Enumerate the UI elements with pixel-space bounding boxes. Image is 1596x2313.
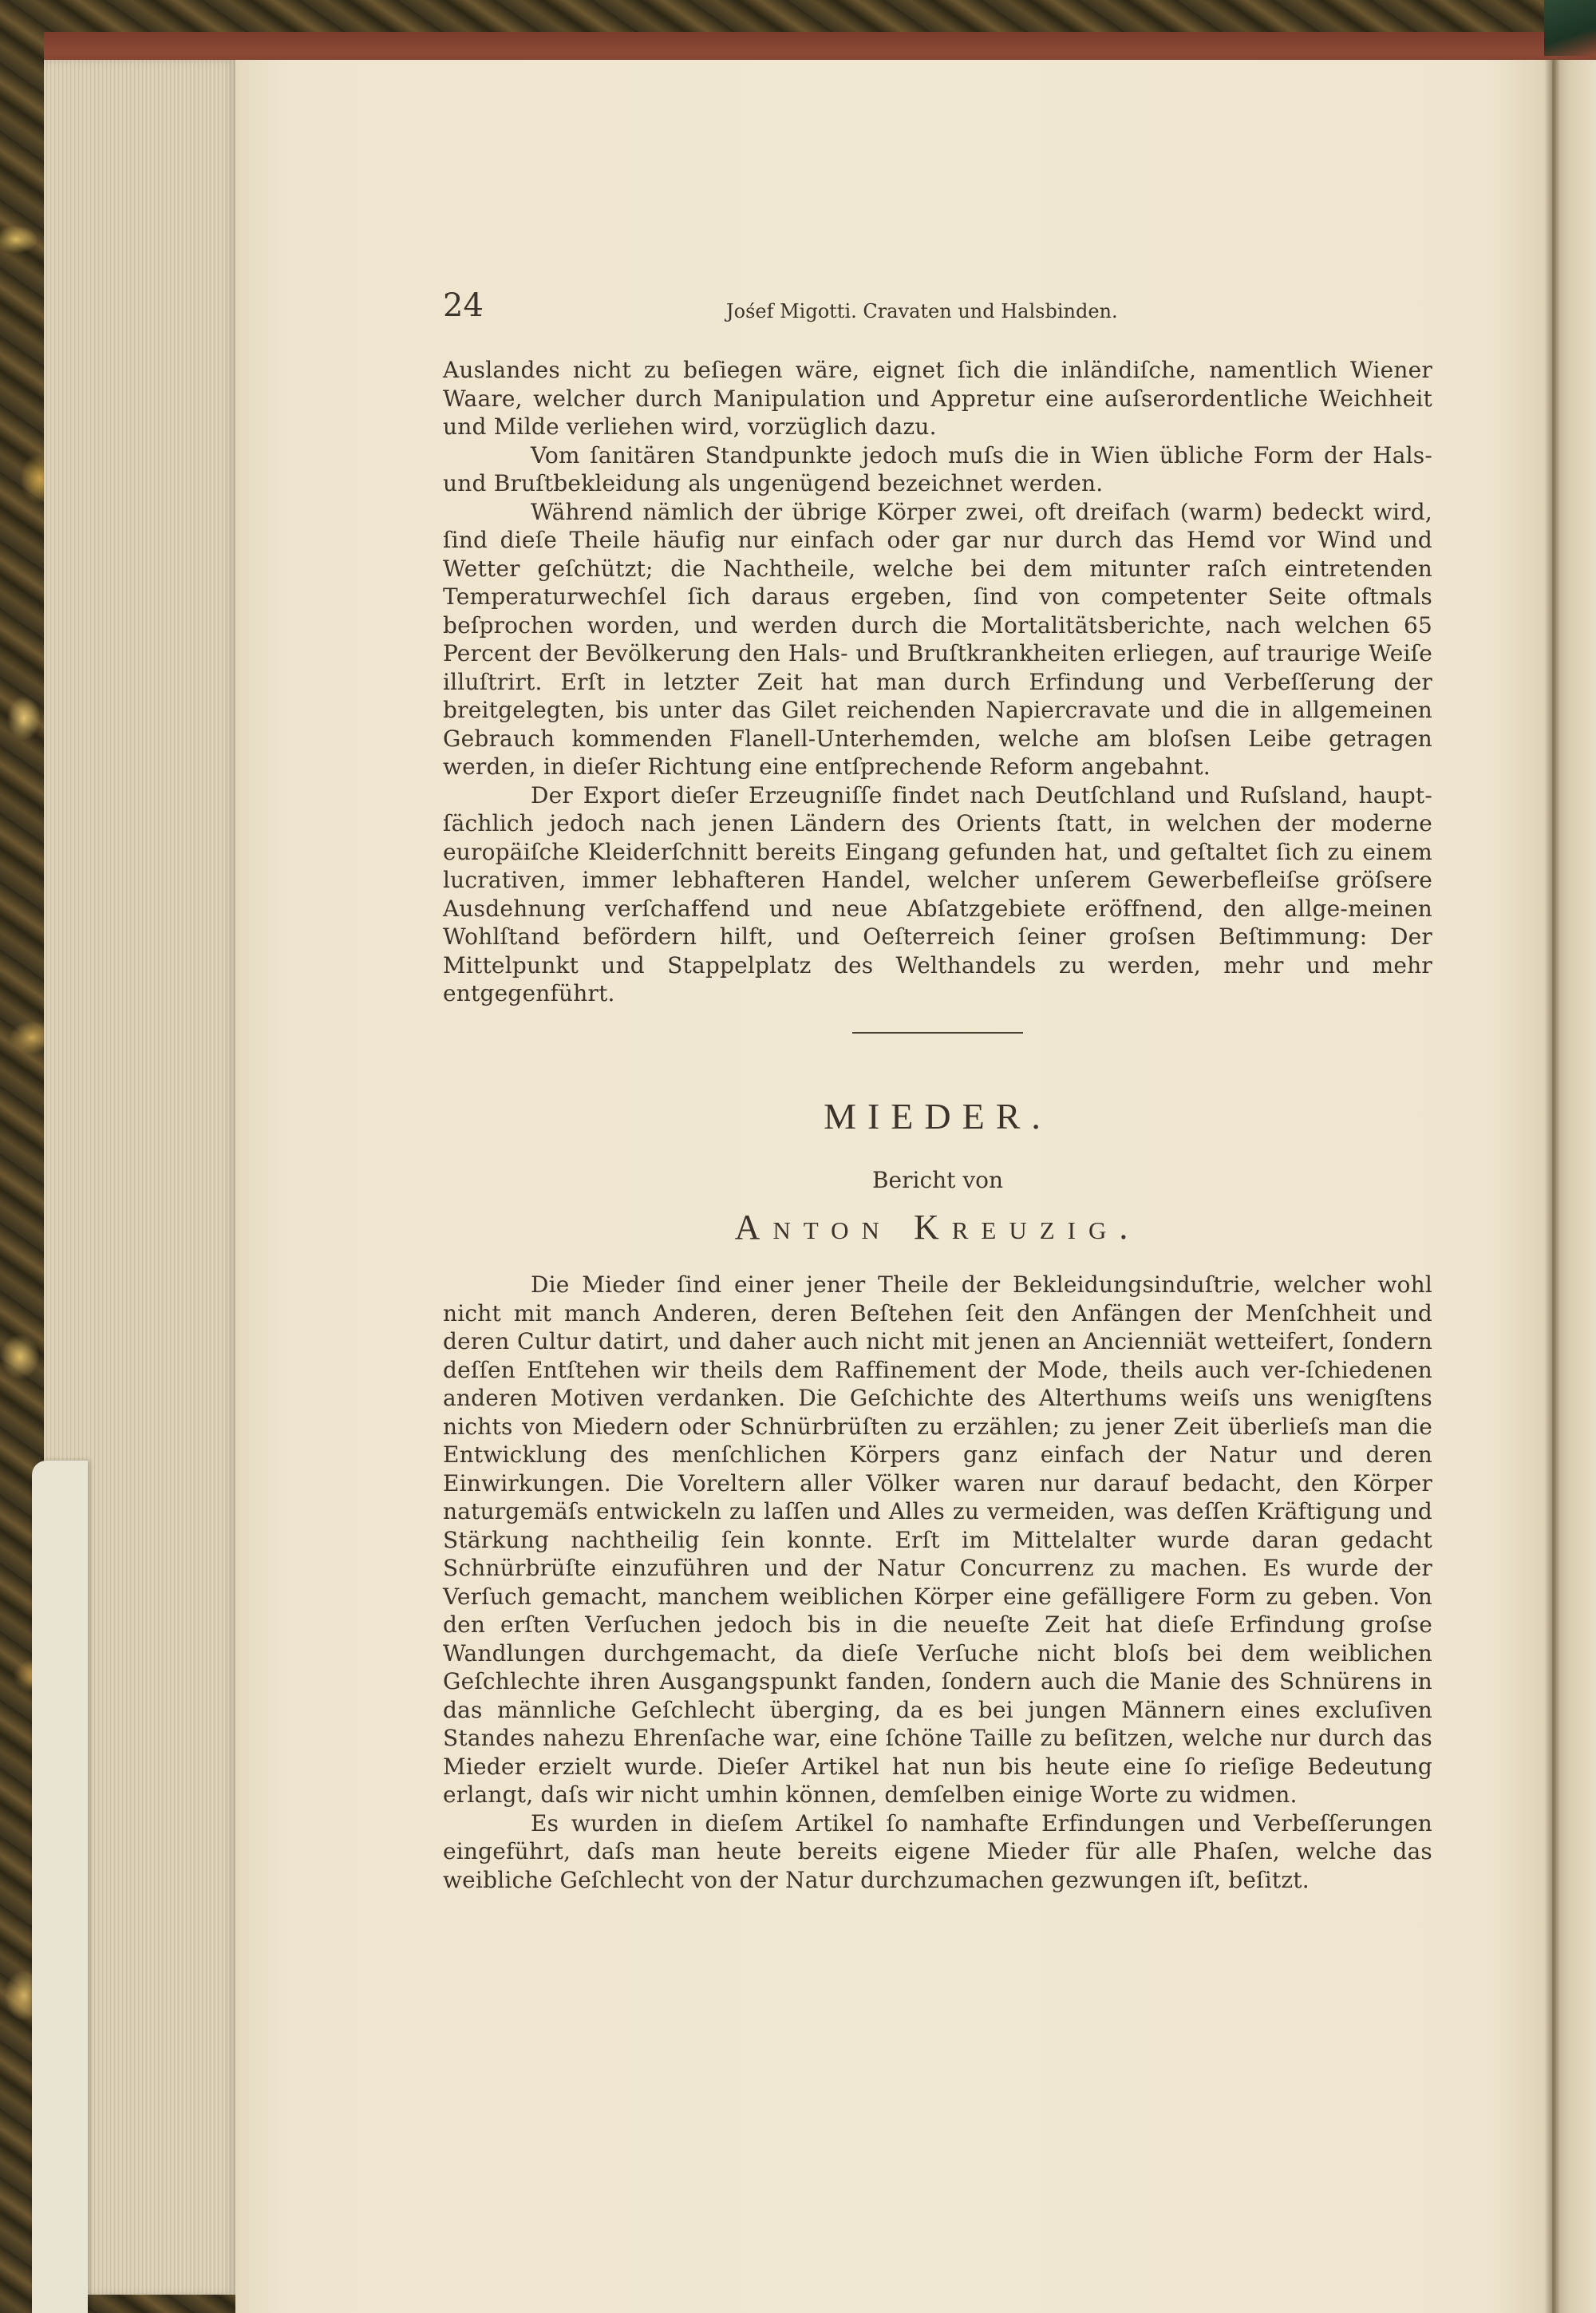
report-by-line: Bericht von [871, 1167, 1004, 1193]
bookmark-ribbon [1544, 0, 1596, 56]
paragraph: Vom ſanitären Standpunkte jedoch muſs die in Wien übliche Form der Hals- und Bruſtbekleidung als ungenügend bezeichnet werden. [443, 441, 1432, 496]
section-title: MIEDER. [824, 1096, 1052, 1137]
section-text-block [443, 1271, 1432, 1894]
section-divider [852, 1032, 1023, 1034]
gutter-shadow [1544, 60, 1560, 2313]
paper-slip [32, 1461, 88, 2313]
author-name: Anton Kreuzig. [734, 1208, 1141, 1247]
paragraph: Es wurden in dieſem Artikel ſo namhafte Erfindungen und Verbeſſerungen eingeführt, daſs man heute bereits eigene Mieder für alle Phaſen, welche das weibliche Geſchlecht von der Natur durchzumachen gezwungen iſt, beſitzt. [443, 1809, 1432, 1893]
continued-text-block [443, 356, 1432, 1008]
paragraph: Der Export dieſer Erzeugniſſe findet nach Deutſchland und Ruſsland, haupt-ſächlich jedoch nach jenen Ländern des Orients ſtatt, in welchen der moderne europäiſche Kleiderſchnitt bereits Eingang gefunden hat, und geſtaltet ſich zu einem lucrativen, immer lebhafteren Handel, welcher unſerem Gewerbefleiſse gröſsere Ausdehnung verſchaffend und neue Abſatzgebiete eröffnend, den allge-meinen Wohlſtand befördern hilft, und Oeſterreich ſeiner groſsen Beſtimmung: Der Mittelpunkt und Stappelplatz des Welthandels zu werden, mehr und mehr entgegenführt. [443, 781, 1432, 1006]
running-head [443, 287, 1480, 335]
page-number: 24 [443, 287, 484, 324]
paragraph: Die Mieder ſind einer jener Theile der Bekleidungsinduſtrie, welcher wohl nicht mit manch Anderen, deren Beſtehen ſeit den Anfängen der Menſchheit und deren Cultur datirt, und daher auch nicht mit jenen an Ancienniät wetteifert, ſondern deſſen Entſtehen wir theils dem Raffinement der Mode, theils auch ver-ſchiedenen anderen Motiven verdanken. Die Geſchichte des Alterthums weiſs uns wenigſtens nichts von Miedern oder Schnürbrüſten zu erzählen; zu jener Zeit überlieſs man die Entwicklung des menſchlichen Körpers ganz einfach der Natur und deren Einwirkungen. Die Voreltern aller Völker waren nur darauf bedacht, den Körper naturgemäſs entwickeln zu laſſen und Alles zu vermeiden, was deſſen Kräftigung und Stärkung nachtheilig ſein konnte. Erſt im Mittelalter wurde daran gedacht Schnürbrüſte einzuführen und der Natur Concurrenz zu machen. Es wurde der Verſuch gemacht, manchem weiblichen Körper eine gefälligere Form zu geben. Von den erſten Verſuchen jedoch bis in die neueſte Zeit hat dieſe Erfindung groſse Wandlungen durchgemacht, da dieſe Verſuche nicht bloſs bei dem weiblichen Geſchlechte ihren Ausgangspunkt fanden, ſondern auch die Manie des Schnürens in das männliche Geſchlecht überging, da es bei jungen Männern eines excluſiven Standes nahezu Ehrenſache war, eine ſchöne Taille zu beſitzen, welche nur durch das Mieder erzielt wurde. Dieſer Artikel hat nun bis heute eine ſo rieſige Bedeutung erlangt, daſs wir nicht umhin können, demſelben einige Worte zu widmen. [443, 1271, 1432, 1808]
running-title: Jośef Migotti. Cravaten und Halsbinden. [726, 300, 1118, 322]
paragraph: Während nämlich der übrige Körper zwei, oft dreifach (warm) bedeckt wird, ſind dieſe Theile häufig nur einfach oder gar nur durch das Hemd vor Wind und Wetter geſchützt; die Nachtheile, welche bei dem mitunter raſch eintretenden Temperaturwechſel ſich daraus ergeben, ſind von competenter Seite oftmals beſprochen worden, und werden durch die Mortalitätsberichte, nach welchen 65 Percent der Bevölkerung den Hals- und Bruſtkrankheiten erliegen, auf traurige Weiſe illuſtrirt. Erſt in letzter Zeit hat man durch Erfindung und Verbeſſerung der breitgelegten, bis unter das Gilet reichenden Napiercravate und die in allgemeinen Gebrauch kommenden Flanell-Unterhemden, welche am bloſsen Leibe getragen werden, in dieſer Richtung eine entſprechende Reform angebahnt. [443, 498, 1432, 780]
paragraph: Auslandes nicht zu beſiegen wäre, eignet ſich die inländiſche, namentlich Wiener Waare, welcher durch Manipulation und Appretur eine auſserordentliche Weichheit und Milde verliehen wird, vorzüglich dazu. [443, 357, 1432, 440]
